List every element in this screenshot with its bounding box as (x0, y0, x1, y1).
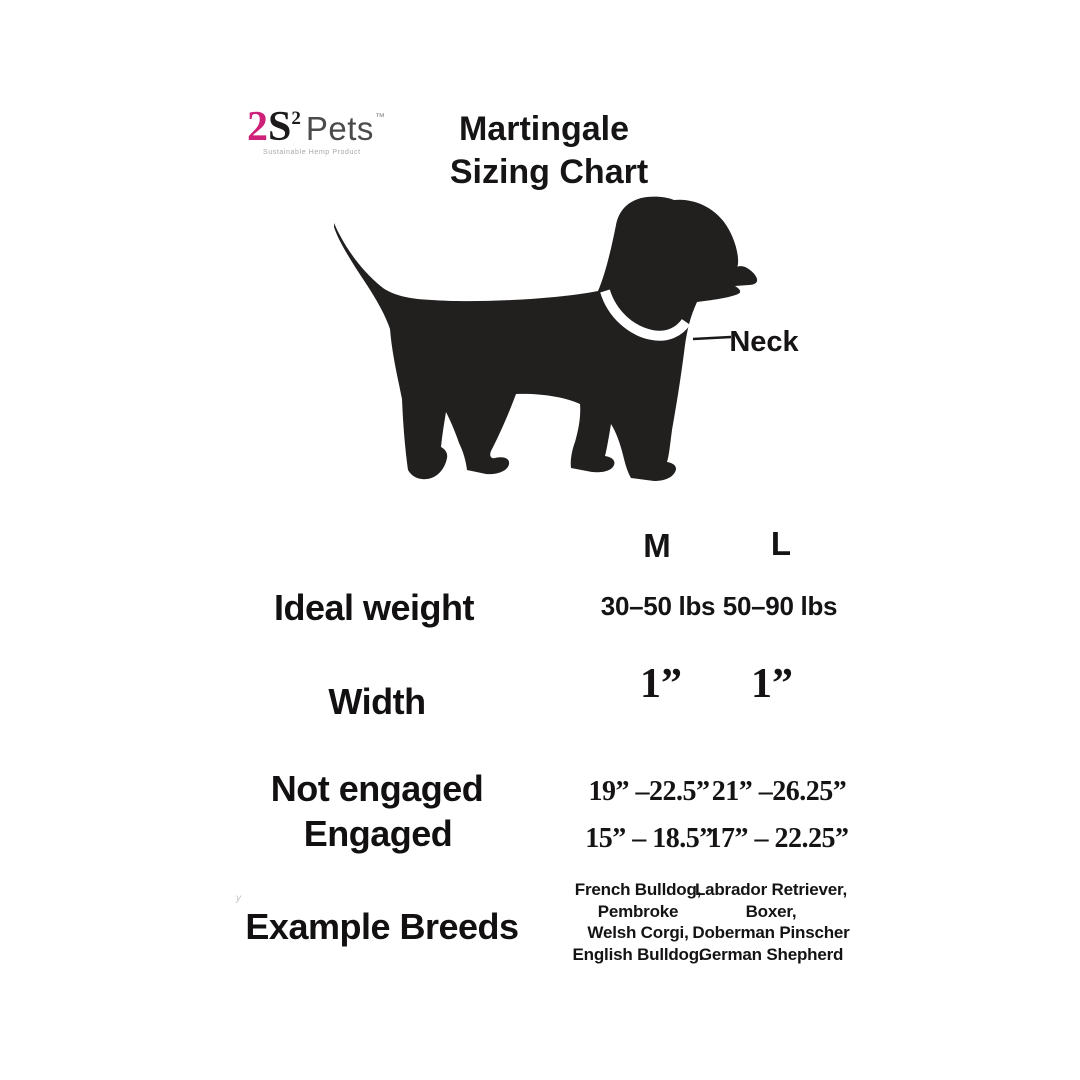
row-label-width: Width (328, 681, 426, 722)
column-header-m: M (643, 527, 671, 564)
logo-digit: 2 (247, 104, 268, 150)
breed-m-line3: Welsh Corgi, (587, 923, 689, 942)
page-title-line2: Sizing Chart (449, 153, 649, 191)
breed-l-line3: Doberman Pinscher (692, 923, 850, 942)
row-label-engaged: Engaged (303, 813, 453, 854)
neck-label: Neck (729, 326, 799, 358)
ideal-weight-l: 50–90 lbs (722, 591, 838, 621)
breed-l-line1: Labrador Retriever, (694, 880, 848, 899)
breed-m-line4: English Bulldog. (572, 944, 704, 964)
logo-letter: S (268, 104, 291, 150)
brand-logo (247, 106, 385, 156)
column-header-l: L (770, 525, 792, 562)
brand-tagline: Sustainable Hemp Product (263, 149, 361, 156)
logo-exponent: 2 (291, 108, 301, 129)
engaged-l: 17” – 22.25” (707, 823, 849, 854)
stray-mark: y (236, 893, 241, 904)
not-engaged-l: 21” –26.25” (711, 776, 847, 807)
logo-name: Pets (305, 110, 374, 147)
breed-m-line1: French Bulldog, (574, 880, 702, 899)
page-title-line1: Martingale (458, 110, 630, 148)
dog-silhouette-icon (320, 188, 800, 518)
ideal-weight-m: 30–50 lbs (600, 591, 716, 621)
not-engaged-m: 19” –22.5” (588, 776, 710, 807)
breeds-list-l (692, 879, 849, 965)
breed-l-line2: Boxer, (745, 901, 797, 921)
width-m: 1” (640, 661, 682, 707)
width-l: 1” (751, 661, 793, 707)
row-label-not-engaged: Not engaged (270, 768, 484, 809)
breeds-list-m (573, 879, 704, 965)
row-label-ideal-weight: Ideal weight (273, 587, 475, 628)
row-label-example-breeds: Example Breeds (245, 906, 519, 947)
breed-m-line2: Pembroke (597, 901, 679, 921)
breed-l-line4: German Shepherd (698, 944, 844, 964)
trademark-symbol: ™ (374, 112, 385, 123)
engaged-m: 15” – 18.5” (585, 823, 713, 854)
neck-pointer-line (693, 337, 731, 339)
